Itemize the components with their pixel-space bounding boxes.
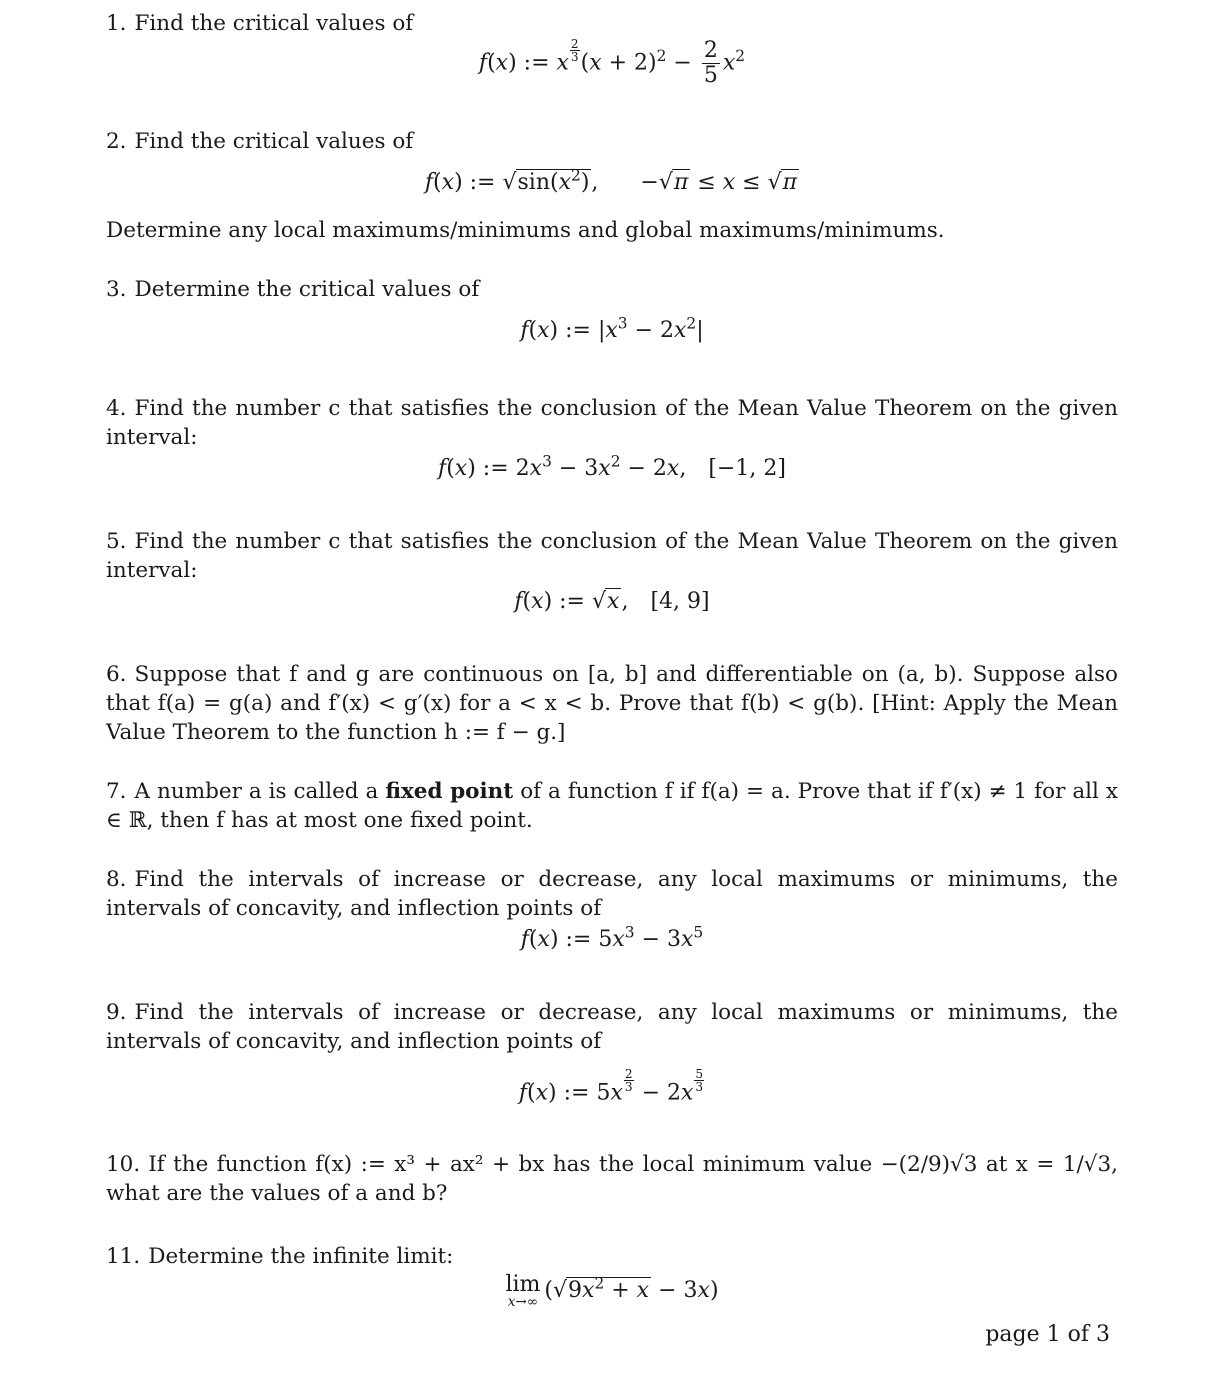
problem-8 xyxy=(106,865,1118,923)
formula-2: f(x) := $√\sin(x^2)$, −√π ≤ x ≤ √π xyxy=(424,166,798,195)
fixed-point-term: fixed point xyxy=(385,779,514,804)
page-number: page 1 of 3 xyxy=(985,1322,1110,1347)
formula-3: f(x) := $|x^3 - 2x^2|$ xyxy=(520,314,704,343)
problem-text: If the function f(x) := x³ + ax² + bx has the local minimum value −(2/9)√3 at x = 1/√3, what are the values of a and b? xyxy=(106,1152,1118,1206)
problem-2-followup: Determine any local maximums/minimums and global maximums/minimums. xyxy=(106,218,945,243)
problem-text: Find the intervals of increase or decrease, any local maximums or minimums, the intervals of concavity, and inflection points of xyxy=(106,1000,1118,1054)
formula-5: f(x) := √x, [4, 9] xyxy=(514,589,710,614)
problem-number: 10. xyxy=(106,1152,141,1177)
problem-number: 11. xyxy=(106,1244,141,1269)
formula-1: f(x) := x $\frac{2}{3}$ $(x + 2)^2$ − $\frac{2}{5}$ $x^2$ xyxy=(478,37,746,88)
problem-text: Determine the infinite limit: xyxy=(148,1244,454,1269)
problem-text: Find the intervals of increase or decrease, any local maximums or minimums, the intervals of concavity, and inflection points of xyxy=(106,867,1118,921)
problem-number: 8. xyxy=(106,867,127,892)
problem-11 xyxy=(106,1242,1118,1271)
problem-number: 3. xyxy=(106,277,127,302)
problem-10 xyxy=(106,1150,1118,1208)
formula-8: f(x) := $5x^3 - 3x^5$ xyxy=(520,923,704,952)
problem-9 xyxy=(106,998,1118,1056)
formula-4: f(x) := $2x^3 - 3x^2 - 2x$, [−1, 2] xyxy=(438,452,786,481)
formula-9: f(x) := 5x $\frac{2}{3}$ − 2x $\frac{5}{3}$ xyxy=(518,1067,704,1106)
problem-text: Find the number c that satisfies the conclusion of the Mean Value Theorem on the given interval: xyxy=(106,529,1118,583)
problem-2 xyxy=(106,127,1118,156)
problem-number: 5. xyxy=(106,529,127,554)
problem-text-end: of a function f if f(a) = a. Prove that if f′(x) ≠ 1 for all x ∈ ℝ, then f has at most one fixed point. xyxy=(106,779,1118,833)
problem-7 xyxy=(106,777,1118,835)
problem-number: 4. xyxy=(106,396,127,421)
problem-text: Determine the critical values of xyxy=(134,277,480,302)
problem-number: 7. xyxy=(106,779,127,804)
problem-number: 9. xyxy=(106,1000,127,1025)
problem-text: Suppose that f and g are continuous on [a, b] and differentiable on (a, b). Suppose also that f(a) = g(a) and f′(x) < g′(x) for a < x < b. Prove that f(b) < g(b). [Hint: Apply the Mean Value Theorem to the function h := f − g.] xyxy=(106,662,1118,745)
problem-number: 2. xyxy=(106,129,127,154)
problem-5 xyxy=(106,527,1118,585)
problem-number: 1. xyxy=(106,11,127,36)
problem-4 xyxy=(106,394,1118,452)
problem-1 xyxy=(106,9,1118,38)
problem-number: 6. xyxy=(106,662,127,687)
problem-text: Find the critical values of xyxy=(134,11,414,36)
problem-6 xyxy=(106,660,1118,747)
formula-11: lim x→∞ $(√9x^2 + x - 3x)$ xyxy=(505,1272,719,1310)
problem-text: Find the number c that satisfies the conclusion of the Mean Value Theorem on the given interval: xyxy=(106,396,1118,450)
problem-3 xyxy=(106,275,1118,304)
problem-text-start: A number a is called a xyxy=(134,779,379,804)
problem-text: Find the critical values of xyxy=(134,129,414,154)
